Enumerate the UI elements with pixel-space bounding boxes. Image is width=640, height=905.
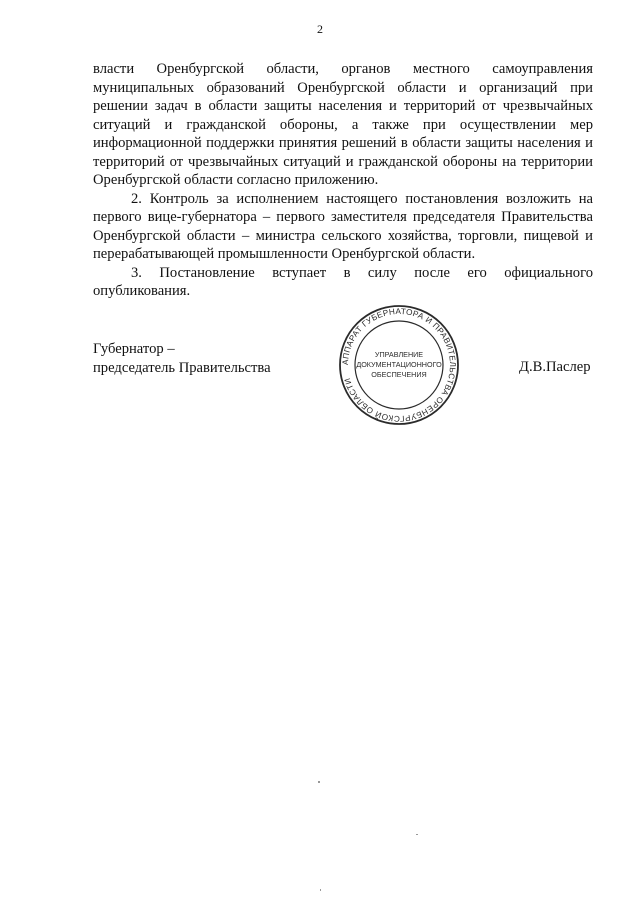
signatory-position (93, 340, 271, 377)
document-body (93, 60, 593, 301)
paragraph-continuation: власти Оренбургской области, органов местного самоуправления муниципальных образований Оренбургской области и организаций при решении задач в области защиты населения и территорий от чрезвычайных ситуаций и гражданской обороны, а также при осуществлении мер информационной поддержки принятия решений в области защиты населения и территорий от чрезвычайных ситуаций и гражданской обороны на территории Оренбургской области согласно приложению. (93, 61, 593, 188)
signatory-position-line-2: председатель Правительства (93, 359, 271, 376)
signatory-name: Д.В.Паслер (519, 359, 591, 375)
stamp-ring-text: АППАРАТ ГУБЕРНАТОРА И ПРАВИТЕЛЬСТВА ОРЕНБУРГСКОЙ ОБЛАСТИ (340, 306, 458, 424)
paragraph-item-3: 3. Постановление вступает в силу после его официального опубликования. (93, 264, 593, 299)
official-stamp-seal (337, 303, 461, 427)
stamp-center-line-1: УПРАВЛЕНИЕ (374, 350, 424, 359)
paragraph-item-2: 2. Контроль за исполнением настоящего постановления возложить на первого вице-губернатора – первого заместителя председателя Правительства Оренбургской области – министра сельского хозяйства, торговли, пищевой и перерабатывающей промышленности Оренбургской области. (93, 190, 593, 262)
scan-speck (320, 889, 321, 891)
stamp-center-line-3: ОБЕСПЕЧЕНИЯ (371, 370, 427, 379)
signatory-position-line-1: Губернатор – (93, 341, 175, 357)
scan-speck (318, 781, 320, 783)
page-number: 2 (317, 22, 323, 36)
scan-speck (416, 834, 418, 835)
stamp-center-line-2: ДОКУМЕНТАЦИОННОГО (356, 360, 442, 369)
